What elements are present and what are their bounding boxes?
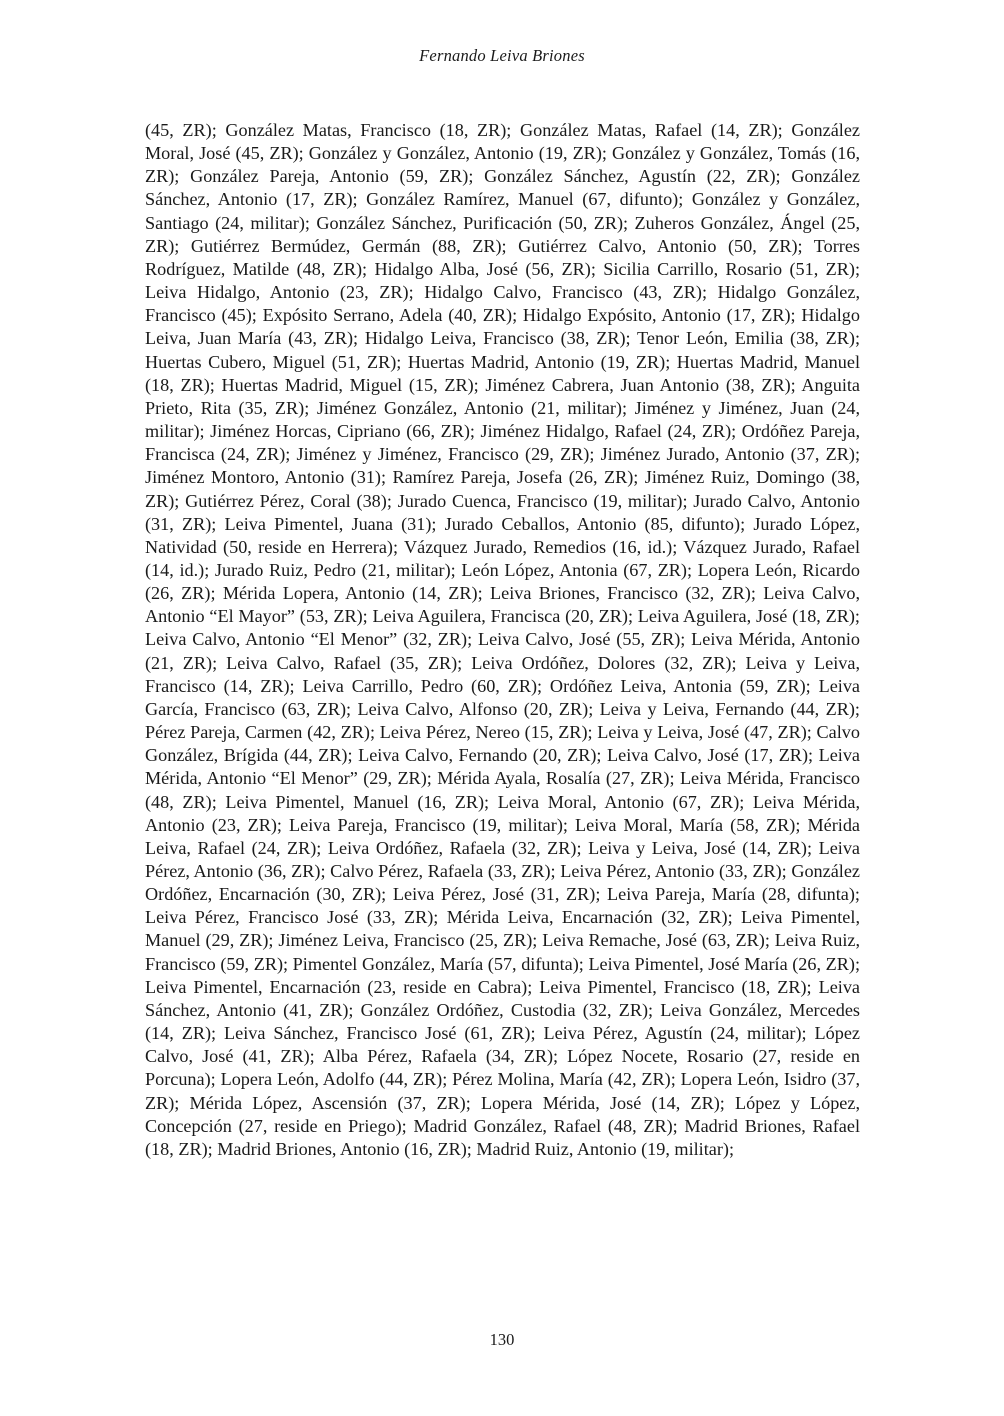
body-paragraph: (45, ZR); González Matas, Francisco (18, ZR); González Matas, Rafael (14, ZR); González Moral, José (45, ZR); González y González, Antonio (19, ZR); González y González, Tomás (16, ZR); González Pareja, Antonio (59, ZR); González Sánchez, Agustín (22, ZR); González Sánchez, Antonio (17, ZR); González Ramírez, Manuel (67, difunto); González y González, Santiago (24, militar); González Sánchez, Purificación (50, ZR); Zuheros González, Ángel (25, ZR); Gutiérrez Bermúdez, Germán (88, ZR); Gutiérrez Calvo, Antonio (50, ZR); Torres Rodríguez, Matilde (48, ZR); Hidalgo Alba, José (56, ZR); Sicilia Carrillo, Rosario (51, ZR); Leiva Hidalgo, Antonio (23, ZR); Hidalgo Calvo, Francisco (43, ZR); Hidalgo González, Francisco (45); Expósito Serrano, Adela (40, ZR); Hidalgo Expósito, Antonio (17, ZR); Hidalgo Leiva, Juan María (43, ZR); Hidalgo Leiva, Francisco (38, ZR); Tenor León, Emilia (38, ZR); Huertas Cubero, Miguel (51, ZR); Huertas Madrid, Antonio (19, ZR); Huertas Madrid, Manuel (18, ZR); Huertas Madrid, Miguel (15, ZR); Jiménez Cabrera, Juan Antonio (38, ZR); Anguita Prieto, Rita (35, ZR); Jiménez González, Antonio (21, militar); Jiménez y Jiménez, Juan (24, militar); Jiménez Horcas, Cipriano (66, ZR); Jiménez Hidalgo, Rafael (24, ZR); Ordóñez Pareja, Francisca (24, ZR); Jiménez y Jiménez, Francisco (29, ZR); Jiménez Jurado, Antonio (37, ZR); Jiménez Montoro, Antonio (31); Ramírez Pareja, Josefa (26, ZR); Jiménez Ruiz, Domingo (38, ZR); Gutiérrez Pérez, Coral (38); Jurado Cuenca, Francisco (19, militar); Jurado Calvo, Antonio (31, ZR); Leiva Pimentel, Juana (31); Jurado Ceballos, Antonio (85, difunto); Jurado López, Natividad (50, reside en Herrera); Vázquez Jurado, Remedios (16, id.); Vázquez Jurado, Rafael (14, id.); Jurado Ruiz, Pedro (21, militar); León López, Antonia (67, ZR); Lopera León, Ricardo (26, ZR); Mérida Lopera, Antonio (14, ZR); Leiva Briones, Francisco (32, ZR); Leiva Calvo, Antonio “El Mayor” (53, ZR); Leiva Aguilera, Francisca (20, ZR); Leiva Aguilera, José (18, ZR); Leiva Calvo, Antonio “El Menor” (32, ZR); Leiva Calvo, José (55, ZR); Leiva Mérida, Antonio (21, ZR); Leiva Calvo, Rafael (35, ZR); Leiva Ordóñez, Dolores (32, ZR); Leiva y Leiva, Francisco (14, ZR); Leiva Carrillo, Pedro (60, ZR); Ordóñez Leiva, Antonia (59, ZR); Leiva García, Francisco (63, ZR); Leiva Calvo, Alfonso (20, ZR); Leiva y Leiva, Fernando (44, ZR); Pérez Pareja, Carmen (42, ZR); Leiva Pérez, Nereo (15, ZR); Leiva y Leiva, José (47, ZR); Calvo González, Brígida (44, ZR); Leiva Calvo, Fernando (20, ZR); Leiva Calvo, José (17, ZR); Leiva Mérida, Antonio “El Menor” (29, ZR); Mérida Ayala, Rosalía (27, ZR); Leiva Mérida, Francisco (48, ZR); Leiva Pimentel, Manuel (16, ZR); Leiva Moral, Antonio (67, ZR); Leiva Mérida, Antonio (23, ZR); Leiva Pareja, Francisco (19, militar); Leiva Moral, María (58, ZR); Mérida Leiva, Rafael (24, ZR); Leiva Ordóñez, Rafaela (32, ZR); Leiva y Leiva, José (14, ZR); Leiva Pérez, Antonio (36, ZR); Calvo Pérez, Rafaela (33, ZR); Leiva Pérez, Antonio (33, ZR); González Ordóñez, Encarnación (30, ZR); Leiva Pérez, José (31, ZR); Leiva Pareja, María (28, difunta); Leiva Pérez, Francisco José (33, ZR); Mérida Leiva, Encarnación (32, ZR); Leiva Pimentel, Manuel (29, ZR); Jiménez Leiva, Francisco (25, ZR); Leiva Remache, José (63, ZR); Leiva Ruiz, Francisco (59, ZR); Pimentel González, María (57, difunta); Leiva Pimentel, José María (26, ZR); Leiva Pimentel, Encarnación (23, reside en Cabra); Leiva Pimentel, Francisco (18, ZR); Leiva Sánchez, Antonio (41, ZR); González Ordóñez, Custodia (32, ZR); Leiva González, Mercedes (14, ZR); Leiva Sánchez, Francisco José (61, ZR); Leiva Pérez, Agustín (24, militar); López Calvo, José (41, ZR); Alba Pérez, Rafaela (34, ZR); López Nocete, Rosario (27, reside en Porcuna); Lopera León, Adolfo (44, ZR); Pérez Molina, María (42, ZR); Lopera León, Isidro (37, ZR); Mérida López, Ascensión (37, ZR); Lopera Mérida, José (14, ZR); López y López, Concepción (27, reside en Priego); Madrid González, Rafael (48, ZR); Madrid Briones, Rafael (18, ZR); Madrid Briones, Antonio (16, ZR); Madrid Ruiz, Antonio (19, militar);	[145, 120, 860, 1159]
page-number: 130	[489, 1330, 515, 1349]
running-header-author: Fernando Leiva Briones	[419, 46, 585, 65]
